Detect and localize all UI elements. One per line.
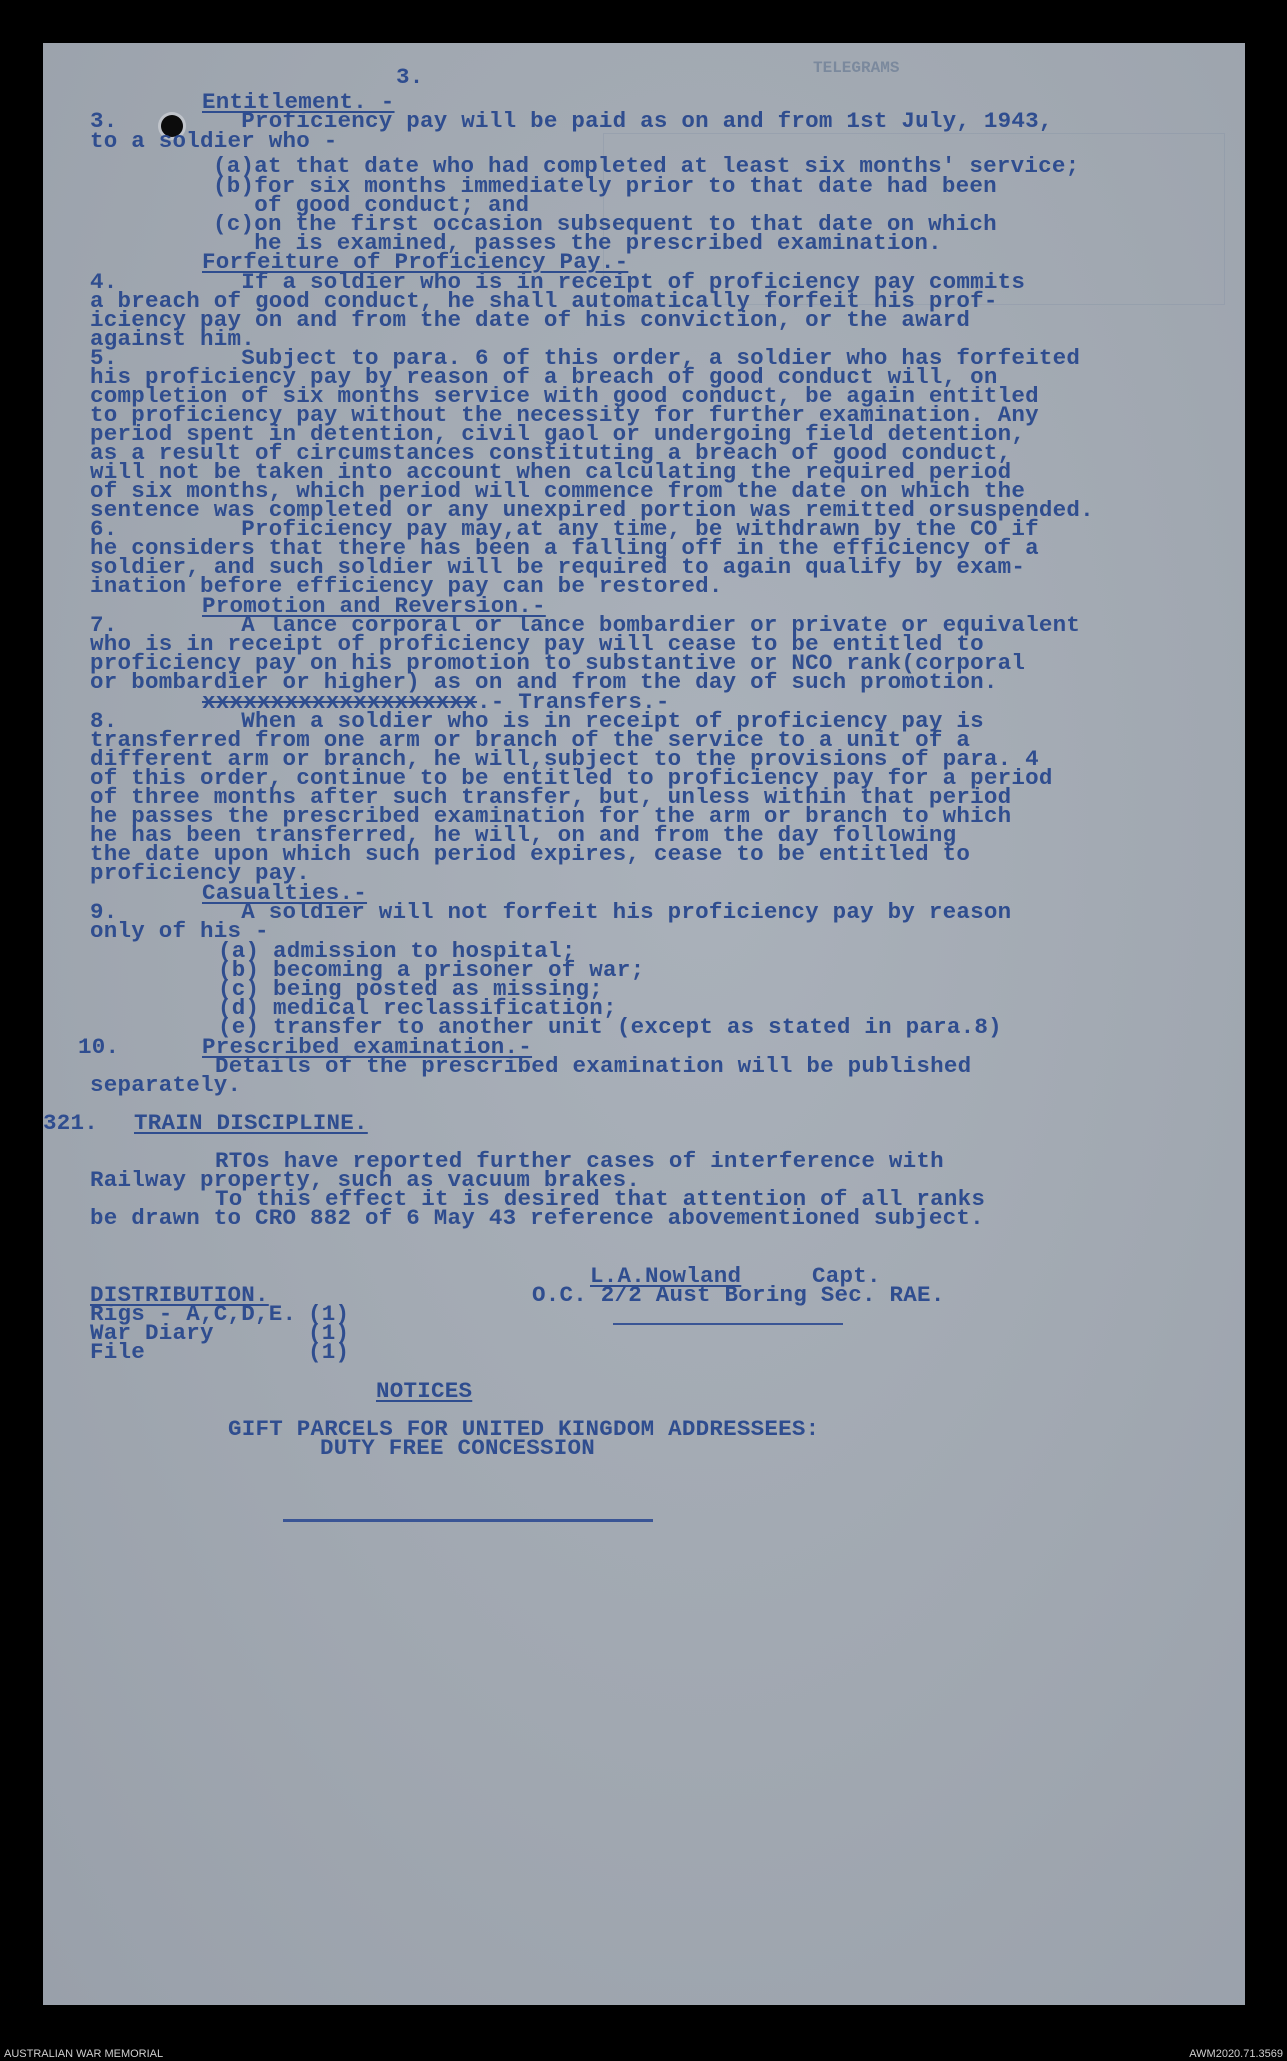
text-line: L.A.Nowland (590, 1263, 742, 1289)
text-line: Rigs - A,C,D,E. (90, 1301, 297, 1327)
text-line: 10. (78, 1034, 120, 1060)
text-line: of this order, continue to be entitled to proficiency pay for a period (90, 765, 1053, 791)
faint-stamp: TELEGRAMS (813, 59, 900, 77)
text-line: his proficiency pay by reason of a breach of good conduct will, on (90, 364, 998, 390)
text-line: period spent in detention, civil gaol or undergoing field detention, (90, 421, 1026, 447)
text-line: Promotion and Reversion.- (202, 593, 546, 619)
text-line: (1) (308, 1339, 350, 1365)
text-line: only of his - (90, 918, 269, 944)
text-line: (e) transfer to another unit (except as stated in para.8) (218, 1014, 1002, 1040)
footer-accession: AWM2020.71.3569 (1189, 2048, 1283, 2060)
text-line: the date upon which such period expires, cease to be entitled to (90, 841, 971, 867)
text-line: completion of six months service with good conduct, be again entitled (90, 383, 1039, 409)
document-page (43, 43, 1245, 2005)
text-line: he has been transferred, he will, on and from the day following (90, 822, 957, 848)
text-line: iciency pay on and from the date of his conviction, or the award (90, 307, 971, 333)
text-line: of six months, which period will commence from the date on which the (90, 478, 1026, 504)
text-line: (b) becoming a prisoner of war; (218, 957, 645, 983)
text-line: (1) (308, 1301, 350, 1327)
text-line: who is in receipt of proficiency pay will cease to be entitled to (90, 631, 984, 657)
text-line: To this effect it is desired that attention of all ranks (215, 1186, 986, 1212)
notice-rule (283, 1519, 653, 1522)
text-line: 8. When a soldier who is in receipt of proficiency pay is (90, 708, 984, 734)
text-line: Casualties.- (202, 880, 368, 906)
heading-text: .- Transfers.- (477, 689, 670, 715)
text-line: proficiency pay. (90, 860, 311, 886)
text-line: GIFT PARCELS FOR UNITED KINGDOM ADDRESSEES: (228, 1416, 820, 1442)
text-line: NOTICES (376, 1378, 473, 1404)
text-line: separately. (90, 1072, 242, 1098)
text-line: 5. Subject to para. 6 of this order, a soldier who has forfeited (90, 345, 1081, 371)
text-line: (c)on the first occasion subsequent to that date on which (213, 211, 997, 237)
text-line: (b)for six months immediately prior to that date had been (213, 173, 997, 199)
text-line: (c) being posted as missing; (218, 976, 604, 1002)
text-line: RTOs have reported further cases of interference with (215, 1148, 944, 1174)
text-line: transferred from one arm or branch of the service to a unit of a (90, 727, 971, 753)
text-line: will not be taken into account when calculating the required period (90, 459, 1012, 485)
text-line: soldier, and such soldier will be required to again qualify by exam- (90, 554, 1026, 580)
text-line: 321. (43, 1110, 99, 1136)
text-line: sentence was completed or any unexpired portion was remitted orsuspended. (90, 497, 1094, 523)
text-line: 3. Proficiency pay will be paid as on and from 1st July, 1943, (90, 108, 1053, 134)
text-line: Prescribed examination.- (202, 1034, 533, 1060)
text-line: DISTRIBUTION. (90, 1282, 269, 1308)
text-line: or bombardier or higher) as on and from the day of such promotion. (90, 669, 998, 695)
footer-credit: AUSTRALIAN WAR MEMORIAL (4, 2048, 164, 2060)
text-line: Railway property, such as vacuum brakes. (90, 1167, 641, 1193)
text-line: against him. (90, 326, 256, 352)
text-line: he considers that there has been a falling off in the efficiency of a (90, 535, 1039, 561)
text-line: ination before efficiency pay can be restored. (90, 573, 723, 599)
text-line: be drawn to CRO 882 of 6 May 43 reference abovementioned subject. (90, 1205, 984, 1231)
text-line: to proficiency pay without the necessity for further examination. Any (90, 402, 1039, 428)
page-number: 3. (396, 64, 424, 90)
text-line: O.C. 2/2 Aust Boring Sec. RAE. (532, 1282, 945, 1308)
text-line: to a soldier who - (90, 128, 338, 154)
text-line: he is examined, passes the prescribed examination. (213, 230, 942, 256)
text-line: 4. If a soldier who is in receipt of proficiency pay commits (90, 269, 1026, 295)
text-line: (a) admission to hospital; (218, 938, 576, 964)
text-line: File (90, 1339, 146, 1365)
text-line: a breach of good conduct, he shall automatically forfeit his prof- (90, 288, 998, 314)
text-line: as a result of circumstances constituting a breach of good conduct, (90, 440, 1012, 466)
text-line: Forfeiture of Proficiency Pay.- (202, 249, 629, 275)
text-line: of three months after such transfer, but, unless within that period (90, 784, 1012, 810)
text-line: Capt. (812, 1263, 881, 1289)
text-line: different arm or branch, he will,subject to the provisions of para. 4 (90, 746, 1039, 772)
text-line: War Diary (90, 1320, 214, 1346)
text-line: (1) (308, 1320, 350, 1346)
text-line: he passes the prescribed examination for the arm or branch to which (90, 803, 1012, 829)
text-line: (a)at that date who had completed at least six months' service; (213, 153, 1080, 179)
text-line: (d) medical reclassification; (218, 995, 617, 1021)
text-line: Details of the prescribed examination will be published (215, 1053, 972, 1079)
struck-text: xxxxxxxxxxxxxxxxxxxx (202, 689, 478, 715)
signature-line (613, 1323, 843, 1325)
text-line: DUTY FREE CONCESSION (320, 1435, 596, 1461)
text-line: TRAIN DISCIPLINE. (134, 1110, 368, 1136)
text-line: 7. A lance corporal or lance bombardier or private or equivalent (90, 612, 1081, 638)
text-line: Entitlement. - (202, 89, 395, 115)
text-line: 6. Proficiency pay may,at any time, be withdrawn by the CO if (90, 516, 1039, 542)
text-line: 9. A soldier will not forfeit his proficiency pay by reason (90, 899, 1012, 925)
text-line: of good conduct; and (213, 192, 530, 218)
text-line: proficiency pay on his promotion to substantive or NCO rank(corporal (90, 650, 1026, 676)
